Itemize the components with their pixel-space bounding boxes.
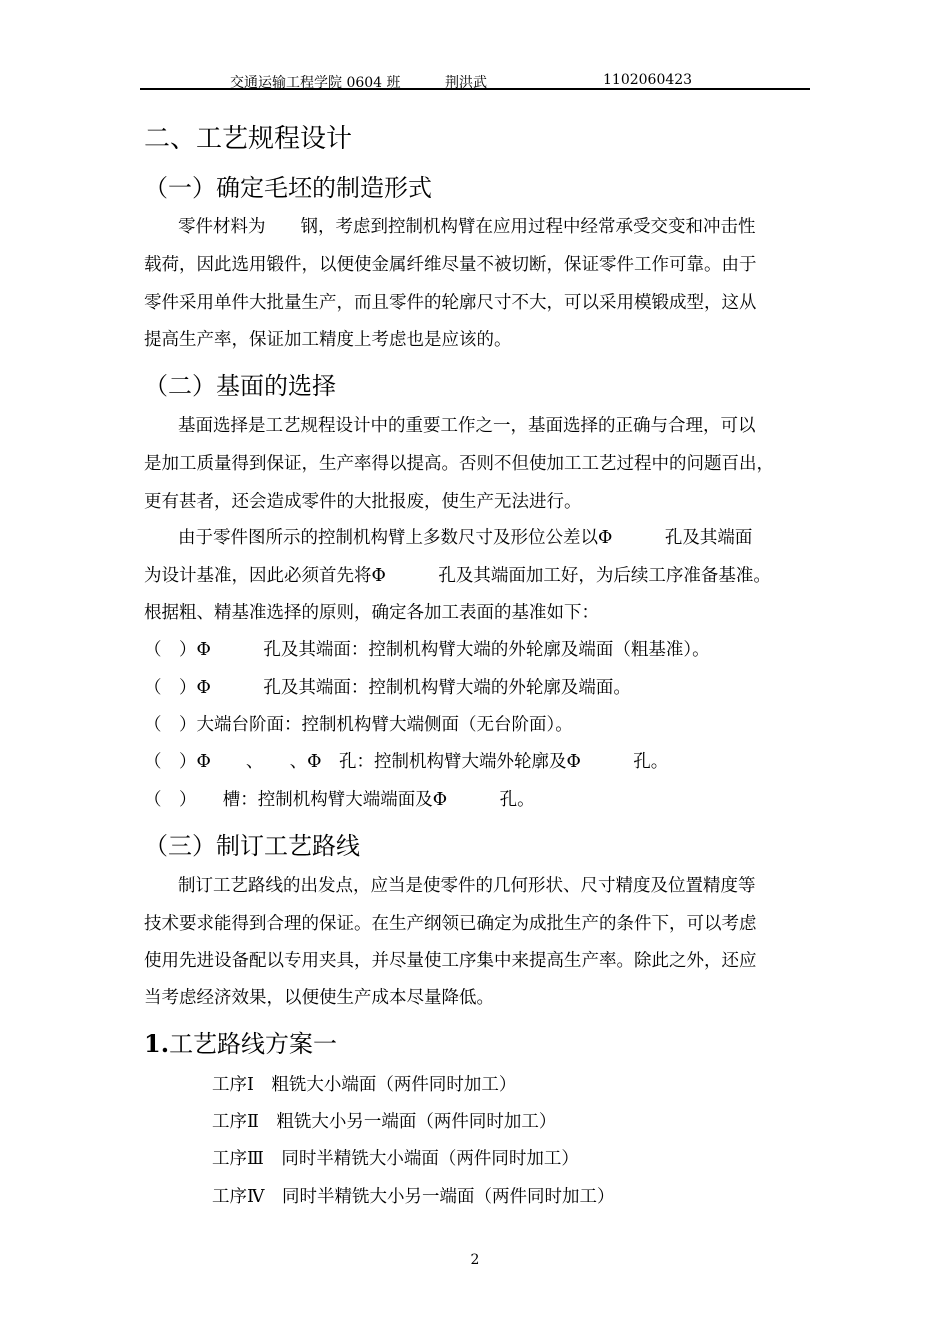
route-title: 工艺路线方案一	[169, 1030, 338, 1058]
paragraph-line: 载荷，因此选用锻件，以便使金属纤维尽量不被切断，保证零件工作可靠。由于	[144, 255, 757, 275]
subsection-title-2: （二）基面的选择	[144, 372, 336, 400]
section-title: 二、工艺规程设计	[144, 124, 353, 154]
paragraph-line: 为设计基准，因此必须首先将Φ 孔及其端面加工好，为后续工序准备基准。	[144, 566, 771, 586]
paragraph-line: 零件材料为 钢，考虑到控制机构臂在应用过程中经常承受交变和冲击性	[178, 217, 756, 237]
paragraph-line: 当考虑经济效果，以便使生产成本尽量降低。	[144, 988, 494, 1008]
header-id: 1102060423	[603, 72, 693, 88]
list-item: （ ）Φ 、 、Φ 孔：控制机构臂大端外轮廓及Φ 孔。	[144, 752, 669, 772]
paragraph-line: 技术要求能得到合理的保证。在生产纲领已确定为成批生产的条件下，可以考虑	[144, 914, 757, 934]
subsection-title-3: （三）制订工艺路线	[144, 832, 360, 860]
list-item: （ ）Φ 孔及其端面：控制机构臂大端的外轮廓及端面（粗基准）。	[144, 640, 710, 660]
list-item: （ ）Φ 孔及其端面：控制机构臂大端的外轮廓及端面。	[144, 678, 631, 698]
paragraph-line: 基面选择是工艺规程设计中的重要工作之一，基面选择的正确与合理，可以	[178, 416, 756, 436]
route-heading	[144, 1024, 337, 1059]
route-number: 1.	[144, 1029, 170, 1058]
route-step: 工序Ⅳ 同时半精铣大小另一端面（两件同时加工）	[212, 1187, 615, 1207]
paragraph-line: 使用先进设备配以专用夹具，并尽量使工序集中来提高生产率。除此之外，还应	[144, 951, 757, 971]
paragraph-line: 由于零件图所示的控制机构臂上多数尺寸及形位公差以Φ 孔及其端面	[178, 528, 753, 548]
paragraph-line: 零件采用单件大批量生产，而且零件的轮廓尺寸不大，可以采用模锻成型，这从	[144, 293, 757, 313]
route-step: 工序Ⅲ 同时半精铣大小端面（两件同时加工）	[212, 1149, 579, 1169]
paragraph-line: 提高生产率，保证加工精度上考虑也是应该的。	[144, 330, 512, 350]
page-header	[140, 68, 810, 90]
route-step: 工序Ⅱ 粗铣大小另一端面（两件同时加工）	[212, 1112, 557, 1132]
paragraph-line: 根据粗、精基准选择的原则，确定各加工表面的基准如下：	[144, 603, 599, 623]
route-step: 工序Ⅰ 粗铣大小端面（两件同时加工）	[212, 1075, 517, 1095]
header-school: 交通运输工程学院 0604 班	[230, 75, 401, 91]
paragraph-line: 是加工质量得到保证，生产率得以提高。否则不但使加工工艺过程中的问题百出，	[144, 454, 774, 474]
header-name: 荆洪武	[445, 75, 487, 91]
paragraph-line: 更有甚者，还会造成零件的大批报废，使生产无法进行。	[144, 492, 582, 512]
subsection-title-1: （一）确定毛坯的制造形式	[144, 174, 432, 202]
paragraph-line: 制订工艺路线的出发点，应当是使零件的几何形状、尺寸精度及位置精度等	[178, 876, 756, 896]
list-item: （ ） 槽：控制机构臂大端端面及Φ 孔。	[144, 790, 535, 810]
page-number: 2	[470, 1252, 480, 1268]
list-item: （ ）大端台阶面：控制机构臂大端侧面（无台阶面）。	[144, 715, 573, 735]
